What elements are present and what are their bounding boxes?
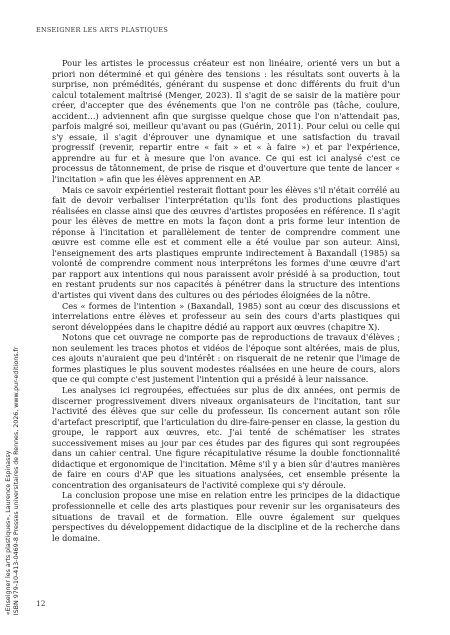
paragraph-3: Ces « formes de l'intention » (Baxandall, 1985) sont au cœur des discussions et interrelations entre élèves et professeur au sein des cours d'arts plastiques qui seront développées dans le chapitre dédié au rapport aux œuvres (chapitre X). [52,300,400,332]
paragraph-1: Pour les artistes le processus créateur est non linéaire, orienté vers un but a priori non déterminé et qui génère des tensions : les résultats sont ouverts à la surprise, non prémédités, générant du suspense et donc différents du fruit d'un calcul totalement maîtrisé (Menger, 2023). Il s'agit de se saisir de la matière pour créer, d'accepter que des événements que l'on ne contrôle pas (tâche, coulure, accident…) adviennent afin que surgisse quelque chose que l'on n'attendait pas, parfois malgré soi, meilleur qu'avant ou pas (Guérin, 2011). Pour celui ou celle qui s'y essaie, il s'agit d'éprouver une dynamique et une satisfaction du travail progressif (revenir, repartir entre « fait » et « à faire ») et par l'expérience, apprendre au fur et à mesure que l'on avance. Ce qui est ici analysé c'est ce processus de tâtonnement, de prise de risque et d'ouverture que tente de lancer « l'incitation » afin que les élèves apprennent en AP. [52,58,400,185]
running-header: ENSEIGNER LES ARTS PLASTIQUES [36,26,169,34]
body-text [52,58,400,543]
side-credit [5,175,20,615]
side-credit-title: «Enseigner les arts plastiques», Laurence Espinassy [4,450,12,615]
side-credit-isbn: ISBN 979-10-413-0469-8 Presses universitaires de Rennes, 2026, www.pur-editions.fr [12,346,20,615]
paragraph-5: Les analyses ici regroupées, effectuées sur plus de dix années, ont permis de discerner progressivement divers niveaux organisateurs de l'incitation, tant sur l'activité des élèves que sur celle du professeur. Ils concernent autant son rôle d'artefact prescriptif, que l'articulation du dire-faire-penser en classe, la gestion du groupe, le rapport aux œuvres, etc. J'ai tenté de schématiser les strates successivement mises au jour par ces études par des figures qui sont regroupées dans un cahier central. Une figure récapitulative résume la double fonctionnalité didactique et ergonomique de l'incitation. Même s'il y a bien sûr d'autres manières de faire en cours d'AP que les situations analysées, cet ensemble présente la concentration des organisateurs de l'activité complexe qui s'y déroule. [52,384,400,490]
paragraph-4: Notons que cet ouvrage ne comporte pas de reproductions de travaux d'élèves ; non seulement les traces photos et vidéos de l'époque sont altérées, mais de plus, ces ajouts n'auraient que peu d'intérêt : on risquerait de ne retenir que l'image de formes plastiques le plus souvent modestes réalisées en une heure de cours, alors que ce qui compte c'est justement l'intention qui a présidé à leur naissance. [52,332,400,385]
paragraph-2: Mais ce savoir expérientiel resterait flottant pour les élèves s'il n'était corrélé au fait de devoir verbaliser l'interprétation qu'ils font des productions plastiques réalisées en classe ainsi que des œuvres d'artistes proposées en référence. Il s'agit pour les élèves de mettre en mots la façon dont a pris forme leur intention de réponse à l'incitation et parallèlement de tenter de comprendre comment une œuvre est comme elle est et comment elle a été voulue par son auteur. Ainsi, l'enseignement des arts plastiques emprunte indirectement à Baxandall (1985) sa volonté de comprendre comment nous interprétons les formes d'une œuvre d'art par rapport aux intentions qui nous paraissent avoir présidé à sa production, tout en restant prudents sur nos capacités à pénétrer dans la structure des intentions d'artistes qui vivent dans des cultures ou des périodes éloignées de la nôtre. [52,184,400,301]
page-number: 12 [36,599,46,608]
paragraph-6: La conclusion propose une mise en relation entre les principes de la didactique professionnelle et celle des arts plastiques pour revenir sur les organisateurs des situations de travail et de formation. Elle ouvre également sur quelques perspectives du développement didactique de la discipline et de la recherche dans le domaine. [52,490,400,543]
